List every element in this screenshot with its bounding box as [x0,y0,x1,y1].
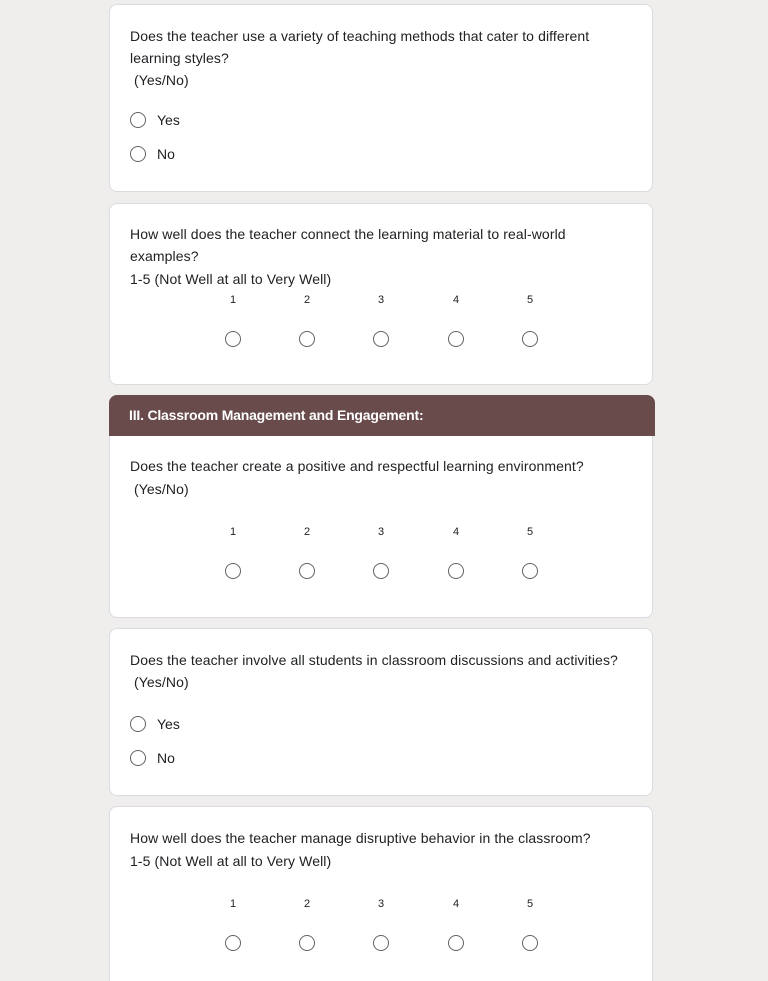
scale-radio-5[interactable] [522,331,538,347]
scale-radio-2[interactable] [299,935,315,951]
option-no[interactable] [130,144,175,164]
scale-radio-2[interactable] [299,563,315,579]
scale-label-1: 1 [229,294,237,306]
question-card-involve-students [109,628,653,796]
question-hint: (Yes/No) [134,481,189,497]
scale-label-5: 5 [526,526,534,538]
scale-radio-4[interactable] [448,331,464,347]
scale-radio-3[interactable] [373,563,389,579]
scale-label-1: 1 [229,898,237,910]
question-text: Does the teacher create a positive and respectful learning environment? [130,458,584,474]
scale-radio-4[interactable] [448,935,464,951]
option-no[interactable] [130,748,175,768]
scale-label-3: 3 [377,898,385,910]
question-card-teaching-methods [109,4,653,192]
question-hint: (Yes/No) [134,72,189,88]
scale-label-2: 2 [303,294,311,306]
radio-button[interactable] [130,750,146,766]
question-text: Does the teacher use a variety of teaching methods that cater to different learning styles? [130,28,590,66]
question-title [130,827,628,872]
scale-label-3: 3 [377,526,385,538]
scale-radio-1[interactable] [225,331,241,347]
scale-label-1: 1 [229,526,237,538]
question-title [130,25,628,91]
scale-label-2: 2 [303,526,311,538]
scale-radio-5[interactable] [522,563,538,579]
question-title [130,649,628,693]
question-text: How well does the teacher connect the learning material to real-world examples? [130,226,566,264]
radio-button[interactable] [130,716,146,732]
section-header: III. Classroom Management and Engagement: [109,395,655,436]
question-card-disruptive-behavior [109,806,653,981]
scale-label-2: 2 [303,898,311,910]
scale-label-4: 4 [452,294,460,306]
scale-label-3: 3 [377,294,385,306]
question-text: Does the teacher involve all students in classroom discussions and activities? [130,652,618,668]
scale-radio-5[interactable] [522,935,538,951]
option-yes[interactable] [130,714,180,734]
option-label: Yes [157,716,180,732]
question-card-positive-environment [109,436,653,618]
question-title [130,455,628,500]
scale-label-4: 4 [452,898,460,910]
question-hint: 1-5 (Not Well at all to Very Well) [130,271,332,287]
scale-radio-1[interactable] [225,563,241,579]
option-label: No [157,750,175,766]
scale-radio-3[interactable] [373,935,389,951]
scale-radio-1[interactable] [225,935,241,951]
question-text: How well does the teacher manage disruptive behavior in the classroom? [130,830,591,846]
option-label: No [157,146,175,162]
question-card-real-world-examples [109,203,653,385]
radio-button[interactable] [130,146,146,162]
scale-radio-4[interactable] [448,563,464,579]
question-hint: 1-5 (Not Well at all to Very Well) [130,853,332,869]
option-yes[interactable] [130,110,180,130]
scale-label-5: 5 [526,294,534,306]
scale-radio-3[interactable] [373,331,389,347]
scale-radio-2[interactable] [299,331,315,347]
scale-label-4: 4 [452,526,460,538]
radio-button[interactable] [130,112,146,128]
option-label: Yes [157,112,180,128]
question-hint: (Yes/No) [134,674,189,690]
question-title [130,223,628,290]
scale-label-5: 5 [526,898,534,910]
